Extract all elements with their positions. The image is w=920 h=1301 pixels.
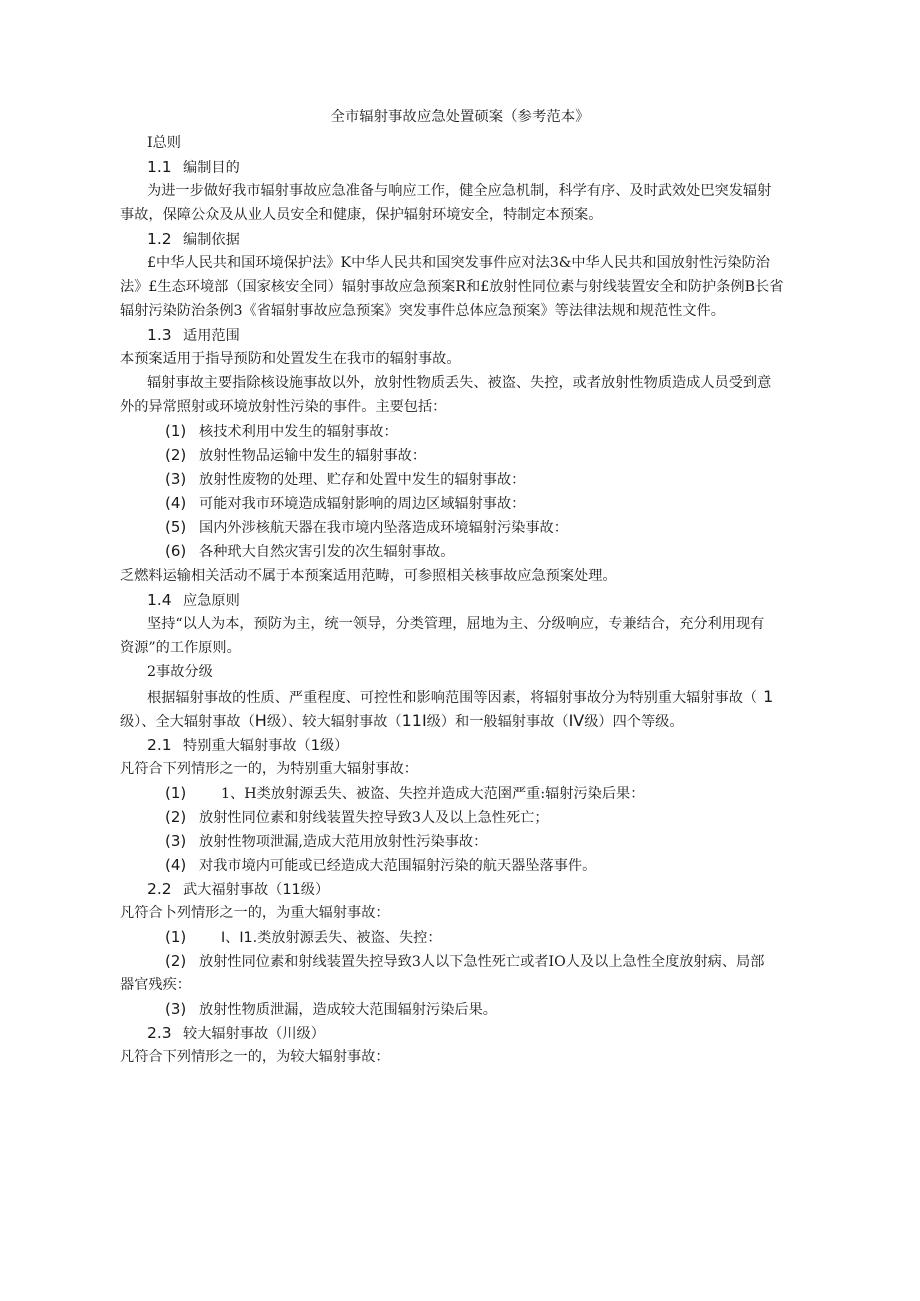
text-span: 级）、全大辐射事故（ — [120, 714, 255, 730]
paragraph-grading-line1 — [147, 687, 773, 708]
section-2-2-heading — [147, 879, 329, 900]
list-item — [165, 951, 764, 972]
list-text: 对我市境内可能或已经造成大范围辐射污染的航天器坠落事件。 — [199, 858, 597, 874]
list-item — [165, 807, 549, 828]
paragraph-level2-intro: 凡符合卜列情形之一的，为重大辐射事故： — [120, 905, 390, 921]
list-item — [165, 999, 497, 1020]
text-span: H — [254, 711, 267, 730]
list-text: 可能对我市环境造成辐射影响的周边区域辐射事故： — [199, 496, 526, 512]
list-text: 放射性物品运输中发生的辐射事故： — [199, 448, 427, 464]
list-item — [165, 831, 487, 852]
section-number: 2.1 — [147, 736, 172, 754]
list-number: (4) — [165, 494, 187, 512]
list-text: 放射性物项泄漏,造成大范用放射性污染事故： — [199, 834, 488, 850]
section-number: 1.1 — [147, 158, 172, 176]
paragraph-level3-intro: 凡符合下列情形之一的，为较大辐射事故： — [120, 1049, 390, 1065]
section-title: 编制依据 — [183, 232, 240, 248]
section-number: 1.4 — [147, 591, 172, 609]
list-number: (4) — [165, 856, 187, 874]
text-span: 级） — [300, 882, 330, 898]
section-2-3-heading — [147, 1023, 325, 1044]
section-title: 武大福射事故（ — [183, 882, 283, 898]
list-number: (6) — [165, 542, 187, 560]
list-item — [165, 469, 525, 490]
paragraph-basis-line1: £中华人民共和国环境保护法》K中华人民共和国突发事件应对法3&中华人民共和国放射性污染防治 — [147, 255, 770, 271]
section-title: 特别重大辐射事故（ — [183, 738, 311, 754]
section-1-heading: I总则 — [147, 135, 181, 151]
list-text: 1、H类放射源丢失、被盗、失控并造成大范圉严重:辐射污染后果： — [221, 786, 645, 802]
section-title: 编制目的 — [183, 160, 240, 176]
list-number: (3) — [165, 832, 187, 850]
text-span: 11 — [282, 882, 301, 898]
text-span: IV — [568, 711, 585, 730]
section-1-3-heading — [147, 325, 240, 346]
paragraph-definition-line2: 外的异常照射或环境放射性污染的事件。主要包括： — [120, 399, 447, 415]
list-item — [165, 541, 454, 562]
list-item-continuation: 器官残疾： — [120, 977, 191, 993]
list-item — [165, 445, 426, 466]
text-span: 级）和一般辐射事故（ — [426, 714, 569, 730]
section-number: 2.3 — [147, 1024, 172, 1042]
list-number: (5) — [165, 518, 187, 536]
paragraph-purpose-line2: 事故，保障公众及从业人员安全和健康，保护辐射环境安全，特制定本预案。 — [120, 207, 603, 223]
list-number: (1) — [165, 422, 187, 440]
list-number: (2) — [165, 446, 187, 464]
paragraph-basis-line3: 辐射污染防治条例3《省辐射事故应急预案》突发事件总体应急预案》等法律法规和规范性文件。 — [120, 303, 725, 319]
section-2-heading: 2事故分级 — [147, 664, 213, 680]
paragraph-purpose-line1: 为进一步做好我市辐射事故应急准备与响应工作，健全应急机制，科学有序、及时武效处巴突发辐射 — [147, 183, 772, 199]
paragraph-scope: 本预案适用于指导预防和处置发生在我市的辐射事故。 — [120, 351, 461, 367]
section-title: 较大辐射事故（川级） — [183, 1026, 325, 1042]
section-number: 1.3 — [147, 326, 172, 344]
list-number: (1) — [165, 784, 187, 802]
list-text: 国内外涉核航天器在我市境内坠落造成环境辐射污染事故： — [199, 520, 568, 536]
section-1-1-heading — [147, 157, 240, 178]
text-span: 11I — [401, 711, 427, 730]
list-text: 放射性同位素和射线装置失控导致3人及以上急性死亡； — [199, 810, 549, 826]
section-1-2-heading — [147, 229, 240, 250]
document-title: 全市辐射事故应急处置硕案（参考范本》 — [330, 109, 590, 125]
list-number: (1) — [165, 928, 187, 946]
list-text: 核技术利用中发生的辐射事故： — [199, 424, 398, 440]
list-item — [165, 421, 398, 442]
list-number: (2) — [165, 952, 187, 970]
list-number: (3) — [165, 1000, 187, 1018]
section-title: 应急原则 — [183, 593, 240, 609]
paragraph-exclusion: 乏燃料运输相关活动不属于本预案适用范畴，可参照相关核事故应急预案处理。 — [120, 568, 617, 584]
list-text: 各种玳大自然灾害引发的次生辐射事故。 — [199, 544, 455, 560]
list-item — [165, 517, 568, 538]
list-item — [165, 493, 525, 514]
section-1-4-heading — [147, 590, 240, 611]
list-text: I、I1.类放射源丢失、被盗、失控： — [221, 930, 442, 946]
text-span: 级） — [319, 738, 349, 754]
text-span: 1 — [310, 738, 320, 754]
text-span: 级）四个等级。 — [584, 714, 684, 730]
paragraph-principles-line1: 坚持“以人为本，预防为主，统一领导，分类管理，屈地为主、分级响应，专兼结合，充分利用现有 — [147, 616, 765, 632]
paragraph-basis-line2: 法》£生态环境部（国家核安全同）辐射事故应急预案R和£放射性同位素与射线装置安全和防护条例B长省 — [120, 279, 784, 295]
list-item — [165, 927, 442, 948]
list-number: (2) — [165, 808, 187, 826]
list-text: 放射性废物的处理、贮存和处置中发生的辐射事故： — [199, 472, 526, 488]
list-number: (3) — [165, 470, 187, 488]
list-item — [165, 783, 644, 804]
paragraph-grading-line2 — [120, 711, 684, 732]
paragraph-level1-intro: 凡符合下列情形之一的，为特别重大辐射事故： — [120, 761, 418, 777]
list-item — [165, 855, 596, 876]
section-2-1-heading — [147, 735, 348, 756]
text-span: 根据辐射事故的性质、严重程度、可控性和影响范围等因素，将辐射事故分为特别重大辐射事故（ — [147, 690, 758, 706]
section-title: 适用范围 — [183, 328, 240, 344]
list-text: 放射性物质泄漏，造成较大范围辐射污染后果。 — [199, 1002, 497, 1018]
text-span: 1 — [763, 687, 774, 706]
list-text: 放射性同位素和射线装置失控导致3人以下急性死亡或者IO人及以上急性全度放射病、局部 — [199, 954, 765, 970]
paragraph-definition-line1: 辐射事故主要指除核设施事故以外，放射性物质丢失、被盗、失控，或者放射性物质造成人员受到意 — [147, 375, 772, 391]
section-number: 1.2 — [147, 230, 172, 248]
section-number: 2.2 — [147, 880, 172, 898]
paragraph-principles-line2: 资源”的工作原则。 — [120, 640, 241, 656]
text-span: 级）、较大辐射事故（ — [266, 714, 402, 730]
